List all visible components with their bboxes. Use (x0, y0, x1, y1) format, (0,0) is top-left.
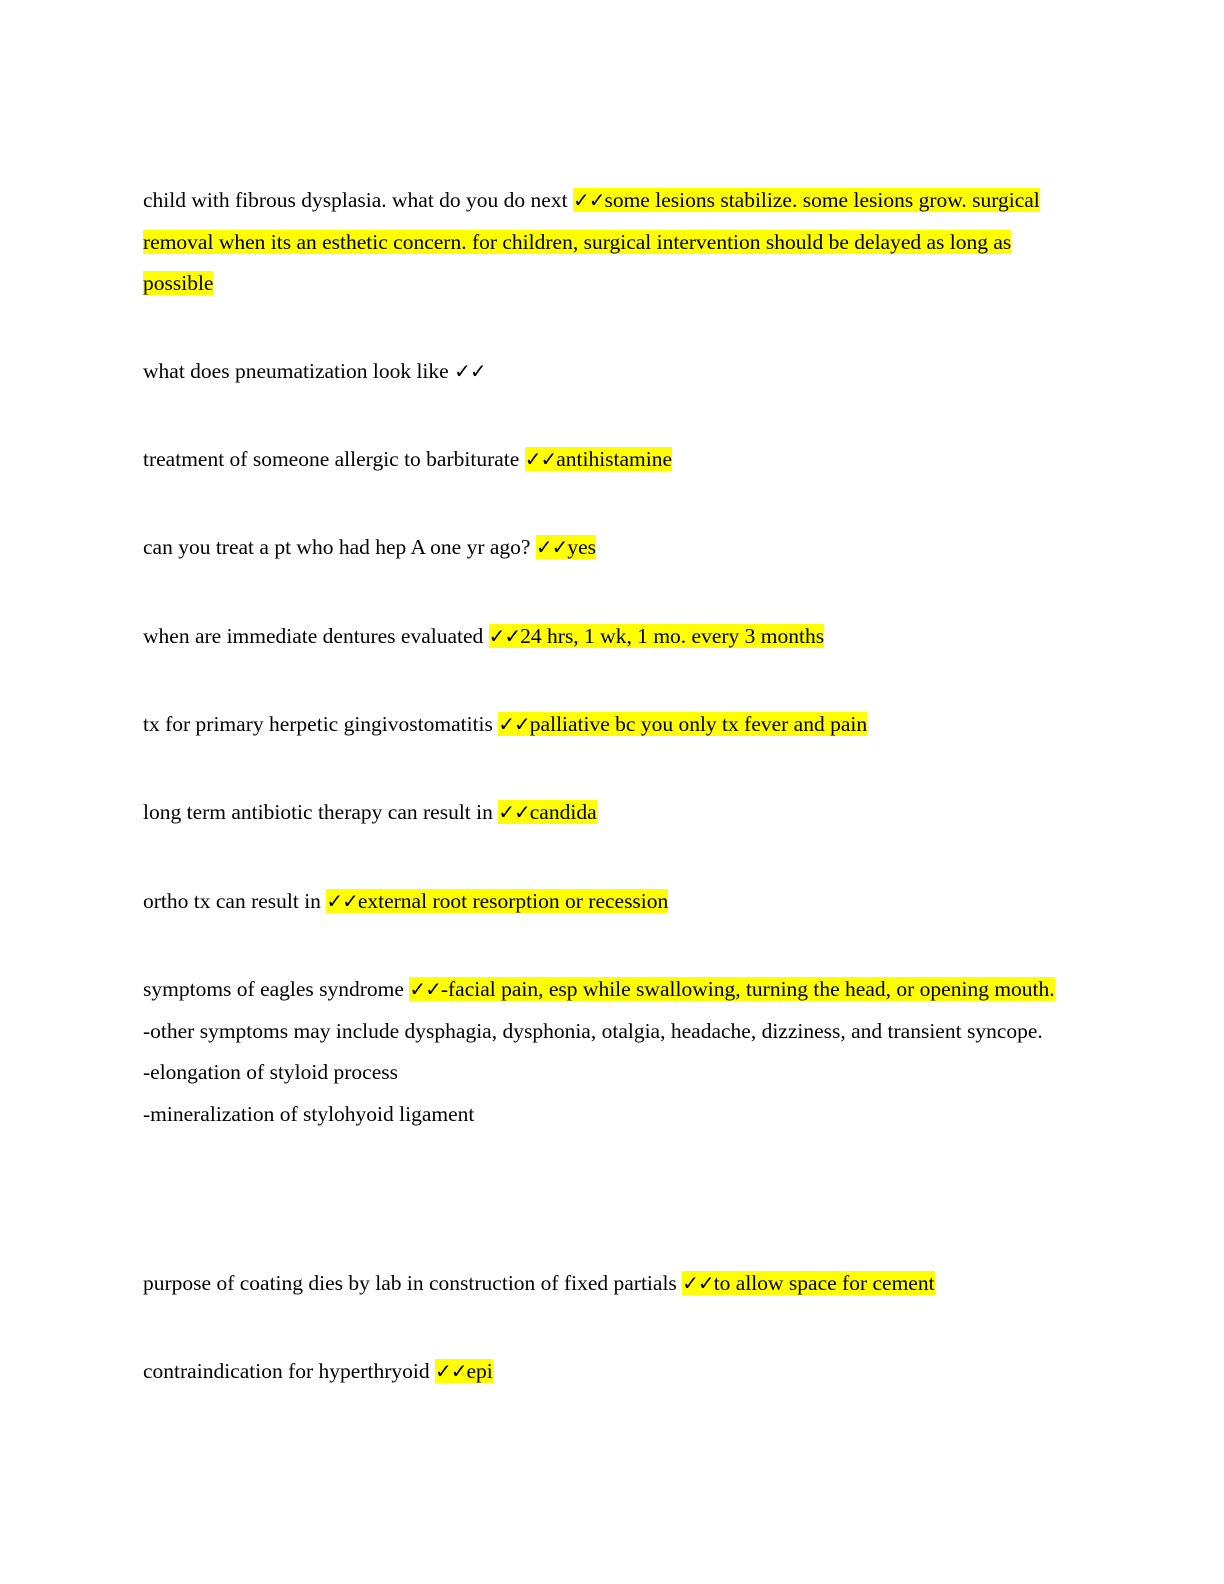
question-text: treatment of someone allergic to barbiturate (143, 447, 525, 471)
double-check-icon: ✓✓ (498, 800, 530, 824)
qa-item-eagles-syndrome (143, 969, 1083, 1135)
double-check-icon: ✓✓ (535, 535, 568, 559)
answer-highlight (525, 447, 672, 471)
double-check-icon: ✓✓ (454, 359, 486, 383)
qa-item-ortho-tx (143, 881, 1083, 923)
qa-item-hep-a (143, 527, 1083, 569)
answer-text: some lesions stabilize. some lesions grow. surgical removal when its an esthetic concern. for children, surgical intervention should be delayed as long as possible (143, 188, 1040, 295)
qa-item-coating-dies (143, 1263, 1083, 1305)
question-text: long term antibiotic therapy can result in (143, 800, 499, 824)
question-text: tx for primary herpetic gingivostomatitis (143, 712, 499, 736)
double-check-icon: ✓✓ (326, 889, 358, 913)
answer-highlight (435, 1359, 493, 1383)
qa-item-immediate-dentures (143, 616, 1083, 658)
answer-extra-line: -mineralization of stylohyoid ligament (143, 1101, 475, 1126)
answer-text: -facial pain, esp while swallowing, turning the head, or opening mouth. (440, 977, 1055, 1001)
answer-highlight (489, 624, 824, 648)
answer-highlight (682, 1271, 934, 1295)
answer-text: to allow space for cement (713, 1271, 935, 1295)
question-text: when are immediate dentures evaluated (143, 624, 489, 648)
answer-text: epi (466, 1359, 493, 1383)
answer-text: external root resorption or recession (357, 889, 669, 913)
question-text: can you treat a pt who had hep A one yr ago? (143, 535, 536, 559)
qa-item-hyperthyroid (143, 1351, 1083, 1393)
double-check-icon: ✓✓ (682, 1271, 714, 1295)
answer-highlight (498, 712, 867, 736)
answer-highlight (326, 889, 668, 913)
answer-text: antihistamine (556, 447, 673, 471)
answer-highlight (498, 800, 596, 824)
question-text: ortho tx can result in (143, 889, 327, 913)
question-text: child with fibrous dysplasia. what do you do next (143, 188, 573, 212)
answer-extra-line: -elongation of styloid process (143, 1060, 398, 1084)
qa-item-pneumatization (143, 351, 1083, 393)
double-check-icon: ✓✓ (572, 188, 605, 212)
answer-highlight (536, 535, 596, 559)
qa-item-barbiturate-allergy (143, 439, 1083, 481)
answer-extra-line: -other symptoms may include dysphagia, dysphonia, otalgia, headache, dizziness, and transient syncope. (143, 1018, 1043, 1043)
answer-highlight (409, 977, 1054, 1001)
question-text: purpose of coating dies by lab in construction of fixed partials (143, 1271, 683, 1295)
qa-item-antibiotic-therapy (143, 792, 1083, 834)
question-text: what does pneumatization look like (143, 359, 455, 383)
double-check-icon: ✓✓ (409, 977, 441, 1001)
answer-text: candida (529, 800, 597, 824)
answer-text: 24 hrs, 1 wk, 1 mo. every 3 months (520, 624, 825, 648)
answer-text: palliative bc you only tx fever and pain (529, 712, 868, 736)
double-check-icon: ✓✓ (434, 1359, 467, 1383)
question-text: symptoms of eagles syndrome (143, 977, 410, 1001)
double-check-icon: ✓✓ (488, 624, 521, 648)
double-check-icon: ✓✓ (498, 712, 530, 736)
answer-text: yes (567, 535, 597, 559)
double-check-icon: ✓✓ (524, 447, 557, 471)
question-text: contraindication for hyperthryoid (143, 1359, 435, 1383)
qa-item-herpetic-gingivostomatitis (143, 704, 1083, 746)
qa-item-fibrous-dysplasia (143, 180, 1083, 305)
